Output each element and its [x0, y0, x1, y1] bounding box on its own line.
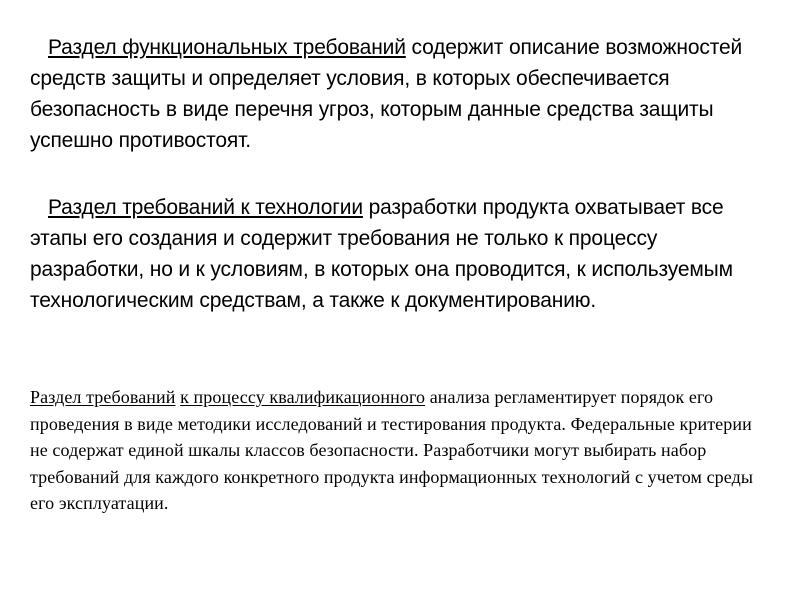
functional-requirements-heading: Раздел функциональных требований — [48, 36, 406, 59]
qualification-analysis-text: анализа регламентирует порядок его проведения в виде методики исследований и тестирования продукта. Федеральные критерии не содержат единой шкалы классов безопасности. Разработчики могут выбирать набор требований для каждого конкретного продукта информационных технологий с учетом среды его эксплуатации. — [30, 387, 754, 513]
technology-requirements-heading: Раздел требований к технологии — [48, 196, 363, 219]
technology-requirements-text: разработки продукта охватывает все этапы его создания и содержит требования не только к процессу разработки, но и к условиям, в которых она проводится, к используемым технологическим средствам, а также к документированию. — [30, 196, 733, 312]
functional-requirements-text: содержит описание возможностей средств защиты и определяет условия, в которых обеспечивается безопасность в виде перечня угроз, которым данные средства защиты успешно противостоят. — [30, 36, 743, 152]
paragraph-functional-requirements — [30, 32, 770, 156]
qualification-heading-part2: к процессу квалификационного — [180, 387, 426, 407]
paragraph-technology-requirements — [30, 192, 770, 316]
qualification-heading-part1: Раздел требований — [30, 387, 176, 407]
paragraph-qualification-analysis — [30, 384, 770, 517]
